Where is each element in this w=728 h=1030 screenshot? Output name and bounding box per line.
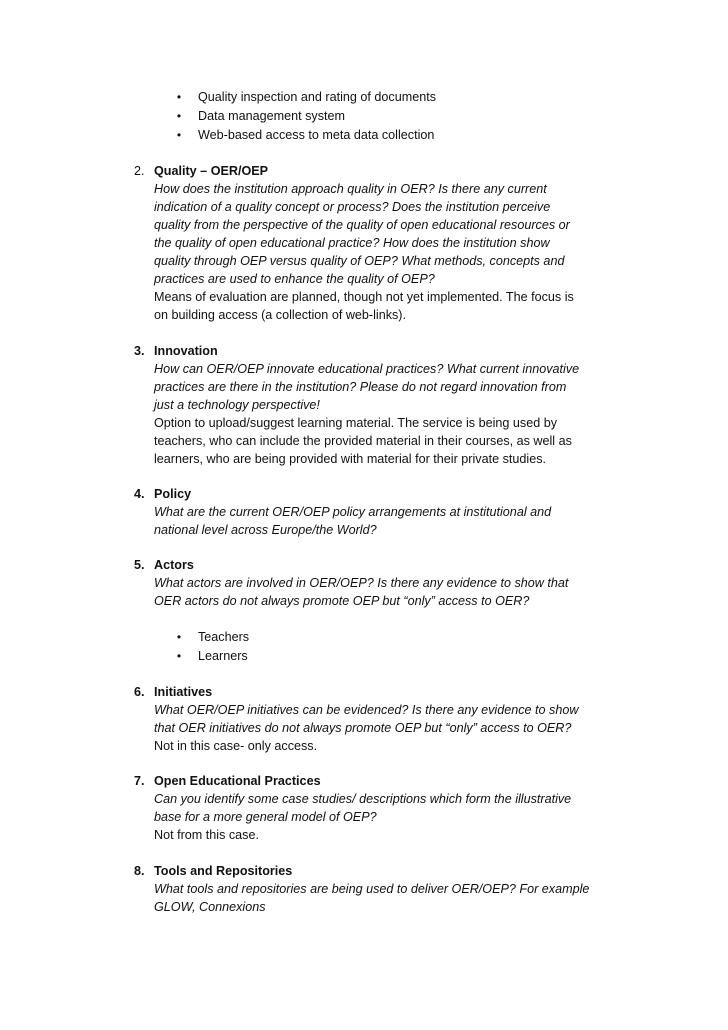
bullet-item: Quality inspection and rating of documents [198,90,437,104]
question-line: quality through OEP versus quality of OEP? What methods, concepts and [154,254,565,268]
bullet-marker: • [176,649,182,663]
section-heading: Quality – OER/OEP [154,164,269,178]
section-number: 8. [134,864,145,878]
question-line: just a technology perspective! [154,398,320,412]
section-heading: Innovation [154,344,218,358]
section-heading: Policy [154,487,192,501]
section-heading: Actors [154,558,194,572]
section-number: 3. [134,344,145,358]
section-number: 4. [134,487,145,501]
bullet-item: Learners [198,649,248,663]
question-line: OER actors do not always promote OEP but “only” access to OER? [154,594,530,608]
bullet-item: Web-based access to meta data collection [198,128,435,142]
section-number: 7. [134,774,145,788]
section-number: 5. [134,558,145,572]
question-line: What actors are involved in OER/OEP? Is there any evidence to show that [154,576,569,590]
section-heading: Initiatives [154,685,213,699]
answer-line: Not from this case. [154,828,259,842]
section-number: 6. [134,685,145,699]
question-line: indication of a quality concept or process? Does the institution perceive [154,200,551,214]
question-line: Can you identify some case studies/ descriptions which form the illustrative [154,792,572,806]
section-heading: Tools and Repositories [154,864,293,878]
bullet-item: Teachers [198,630,250,644]
bullet-marker: • [176,128,182,142]
answer-line: on building access (a collection of web-links). [154,308,406,322]
question-line: How can OER/OEP innovate educational practices? What current innovative [154,362,580,376]
answer-line: Means of evaluation are planned, though not yet implemented. The focus is [154,290,574,304]
question-line: What tools and repositories are being used to deliver OER/OEP? For example [154,882,590,896]
answer-line: learners, who are being provided with material for their private studies. [154,452,546,466]
answer-line: Option to upload/suggest learning material. The service is being used by [154,416,558,430]
question-line: that OER initiatives do not always promote OEP but “only” access to OER? [154,721,572,735]
question-line: the quality of open educational practice? How does the institution show [154,236,550,250]
question-line: practices are there in the institution? Please do not regard innovation from [154,380,567,394]
question-line: What OER/OEP initiatives can be evidenced? Is there any evidence to show [154,703,579,717]
question-line: national level across Europe/the World? [154,523,377,537]
answer-line: teachers, who can include the provided material in their courses, as well as [154,434,572,448]
bullet-marker: • [176,630,182,644]
question-line: practices are used to enhance the quality of OEP? [154,272,435,286]
section-number: 2. [134,164,145,178]
question-line: What are the current OER/OEP policy arrangements at institutional and [154,505,552,519]
question-line: GLOW, Connexions [154,900,266,914]
bullet-marker: • [176,109,182,123]
answer-line: Not in this case- only access. [154,739,318,753]
question-line: How does the institution approach quality in OER? Is there any current [154,182,547,196]
question-line: base for a more general model of OEP? [154,810,377,824]
bullet-marker: • [176,90,182,104]
bullet-item: Data management system [198,109,345,123]
question-line: quality from the perspective of the quality of open educational resources or [154,218,570,232]
section-heading: Open Educational Practices [154,774,321,788]
